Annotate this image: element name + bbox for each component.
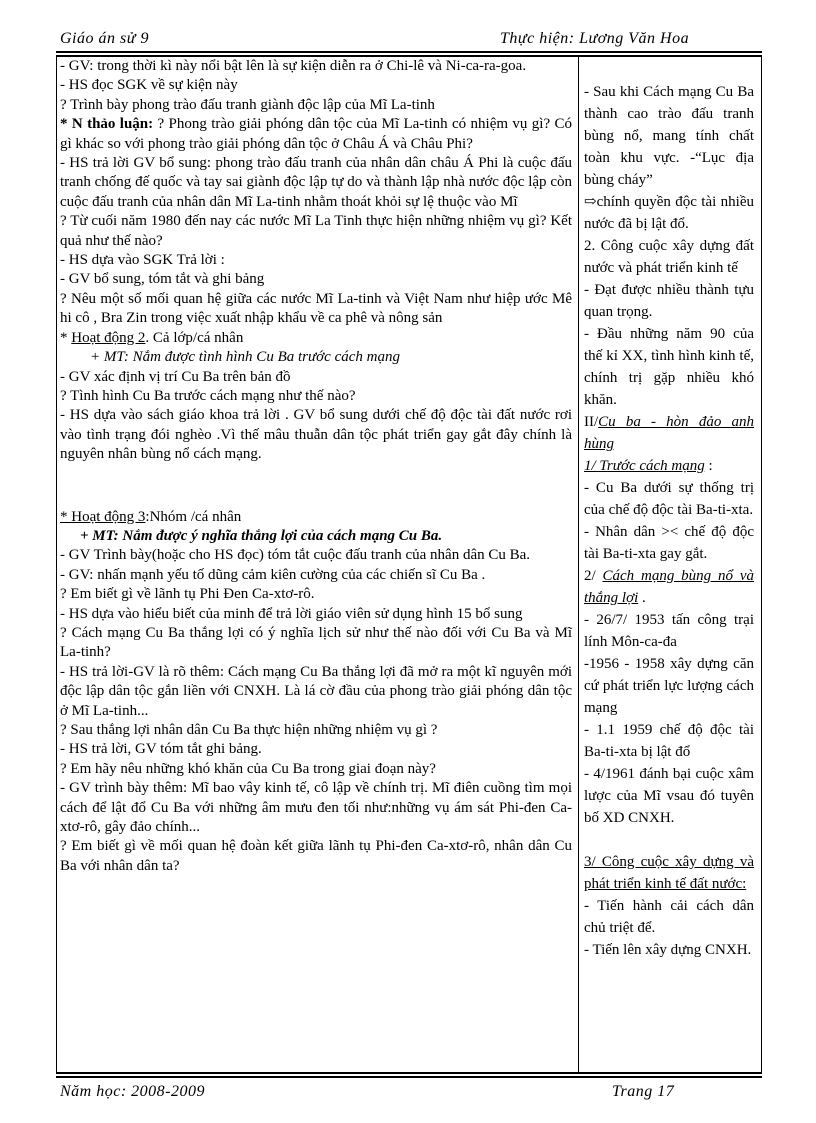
text-line: [60, 115, 572, 154]
text-line: - GV trình bày thêm: Mĩ bao vây kinh tế, cô lập về chính trị. Mĩ điên cuồng tìm mọi cách để lật đổ Cu Ba với những âm mưu đen tối như:những vụ ám sát Phi-đen Ca-xtơ-rô, gây đảo chính...: [60, 780, 572, 836]
spacer: [60, 486, 572, 508]
text-line: ? Nêu một số mối quan hệ giữa các nước Mĩ La-tinh và Việt Nam như hiệp ước Mê hi cô , Bra Zin trong việc xuất nhập khẩu về ca phê và nông sản: [60, 290, 572, 327]
text-line: - HS đọc SGK về sự kiện này: [60, 77, 238, 94]
section-number: II/: [584, 414, 599, 430]
header-rule: [56, 51, 762, 53]
text-line: - HS dựa vào sách giáo khoa trả lời . GV bổ sung dưới chế độ độc tài đất nước rơi vào tình trạng đói nghèo .Vì thế mâu thuẫn dân tộc phát triển gay gắt đây chính là nguyên nhân bùng nổ cách mạng.: [60, 407, 572, 463]
text-line: - GV: trong thời kì này nổi bật lên là sự kiện diễn ra ở Chi-lê và Ni-ca-ra-goa.: [60, 58, 527, 74]
content-line: -1956 - 1958 xây dựng căn cứ phát triển lực lượng cách mạng: [584, 656, 754, 716]
text-line: - HS trả lời, GV tóm tắt ghi bảng.: [60, 741, 262, 758]
text-line: - HS trả lời-GV là rõ thêm: Cách mạng Cu Ba thắng lợi đã mở ra một kĩ nguyên mới độc lập dân tộc gắn liền với CNXH. Là lá cờ đầu của phong trào giải phóng dân tộc ở Mĩ La-tinh...: [60, 663, 572, 719]
text-line: ? Em biết gì về mối quan hệ đoàn kết giữa lãnh tụ Phi-đen Ca-xtơ-rô, nhân dân Cu Ba với nhân dân ta?: [60, 838, 572, 874]
header-left: Giáo án sử 9: [60, 30, 149, 47]
content-line: - 1.1 1959 chế độ độc tài Ba-ti-xta bị lật đổ: [584, 722, 754, 760]
subsection-heading: 3/ Công cuộc xây dựng và phát triển kinh tế đất nước:: [584, 854, 754, 892]
text-line: ? Tình hình Cu Ba trước cách mạng như thế nào?: [60, 387, 356, 404]
text-line: - HS dựa vào SGK Trả lời :: [60, 252, 225, 269]
text-line: ? Cách mạng Cu Ba thắng lợi có ý nghĩa lịch sử như thế nào đối với Cu Ba và Mĩ La-tinh?: [60, 624, 572, 661]
discussion-label: * N thảo luận:: [60, 116, 154, 133]
subsection-heading: [584, 565, 754, 609]
content-line: - 26/7/ 1953 tấn công trại lính Môn-ca-đa: [584, 612, 754, 650]
spacer: [60, 465, 572, 486]
text-line: - GV Trình bày(hoặc cho HS đọc) tóm tắt cuộc đấu tranh của nhân dân Cu Ba.: [60, 547, 531, 564]
activity-heading: [60, 508, 572, 527]
content-line: - Tiến hành cải cách dân chủ triệt để.: [584, 898, 754, 936]
content-line: - Cu Ba dưới sự thống trị của chế độ độc tài Ba-ti-xta.: [584, 480, 754, 518]
column-divider: [578, 56, 579, 1073]
subsection-number: 2/: [584, 568, 603, 584]
footer-left: Năm học: 2008-2009: [60, 1083, 205, 1100]
header-right: Thực hiện: Lương Văn Hoa: [500, 30, 690, 47]
text-line: - HS trả lời GV bổ sung: phong trào đấu tranh của nhân dân châu Á Phi là cuộc đấu tranh chống đế quốc và tay sai giành độc lập tự do và thành lập nhà nước độc lập còn cuộc đấu tranh của nhân dân Mĩ La-tinh nhằm thoát khỏi sự lệ thuộc vào Mĩ: [60, 155, 572, 210]
subsection-colon: :: [704, 458, 713, 474]
section-title: Cu ba - hòn đảo anh hùng: [584, 414, 754, 452]
footer-rule-thin: [56, 1073, 762, 1074]
activity-2-title: Hoạt động 2: [71, 329, 146, 346]
activity-2-mode: . Cả lớp/cá nhân: [145, 329, 244, 346]
text-line: ? Từ cuối năm 1980 đến nay các nước Mĩ La Tinh thực hiện những nhiệm vụ gì? Kết quả như thế nào?: [60, 213, 572, 249]
activity-objective: + MT: Nắm được ý nghĩa thắng lợi của cách mạng Cu Ba.: [80, 527, 443, 544]
discussion-question: ? Phong trào giải phóng dân tộc của Mĩ La-tinh có nhiệm vụ gì? Có gì khác so với phong trào giải phóng dân tộc ở Châu Á và Châu Phi?: [60, 116, 572, 152]
content-line: - Nhân dân >< chế độ độc tài Ba-ti-xta gay gắt.: [584, 524, 754, 562]
content-line: - Tiến lên xây dựng CNXH.: [584, 942, 752, 958]
activity-3-title: * Hoạt động 3: [60, 508, 146, 525]
text-line: ? Trình bày phong trào đấu tranh giành độc lập của Mĩ La-tinh: [60, 96, 435, 113]
spacer: [584, 60, 754, 81]
section-heading: 2. Công cuộc xây dựng đất nước và phát triển kinh tế: [584, 238, 754, 276]
spacer: [584, 829, 754, 851]
footer-rule: [56, 1076, 762, 1078]
text-line: - HS dựa vào hiểu biết của minh để trả lời giáo viên sử dụng hình 15 bổ sung: [60, 605, 523, 622]
text-line: - GV bổ sung, tóm tắt và ghi bảng: [60, 271, 265, 288]
subsection-title: 1/ Trước cách mạng: [584, 458, 705, 474]
text-line: ? Em hãy nêu những khó khăn của Cu Ba trong giai đoạn này?: [60, 760, 436, 777]
section-heading: [584, 411, 754, 455]
text-line: ? Sau thắng lợi nhân dân Cu Ba thực hiện những nhiệm vụ gì ?: [60, 722, 438, 738]
footer-right: Trang 17: [612, 1083, 675, 1100]
activity-heading: [60, 329, 572, 348]
text-line: - GV xác định vị trí Cu Ba trên bản đồ: [60, 368, 291, 385]
activity-3-mode: :Nhóm /cá nhân: [145, 508, 242, 525]
content-line: - Đầu những năm 90 của thế kỉ XX, tình hình kinh tế, chính trị gặp nhiều khó khăn.: [584, 326, 754, 408]
subsection-heading: [584, 455, 754, 477]
activity-objective: + MT: Nắm được tình hình Cu Ba trước cách mạng: [90, 349, 400, 366]
subsection-title: Cách mạng bùng nổ và thắng lợi: [584, 568, 755, 606]
lesson-content: [584, 60, 754, 961]
content-line: - Đạt được nhiều thành tựu quan trọng.: [584, 282, 754, 320]
text-line: - GV: nhấn mạnh yếu tố dũng cảm kiên cường của các chiến sĩ Cu Ba .: [60, 566, 486, 583]
content-line: - 4/1961 đánh bại cuộc xâm lược của Mĩ vsau đó tuyên bố XD CNXH.: [584, 766, 754, 826]
subsection-dot: .: [638, 590, 646, 606]
content-line: ⇨chính quyền độc tài nhiều nước đã bị lật đổ.: [584, 194, 754, 232]
teacher-student-activities: [60, 57, 572, 876]
text-line: ? Em biết gì về lãnh tụ Phi Đen Ca-xtơ-rô.: [60, 586, 315, 603]
bullet: *: [60, 329, 72, 346]
content-line: - Sau khi Cách mạng Cu Ba thành cao trào đấu tranh bùng nổ, mang tính chất toàn khu vực. -“Lục địa bùng cháy”: [584, 84, 754, 188]
